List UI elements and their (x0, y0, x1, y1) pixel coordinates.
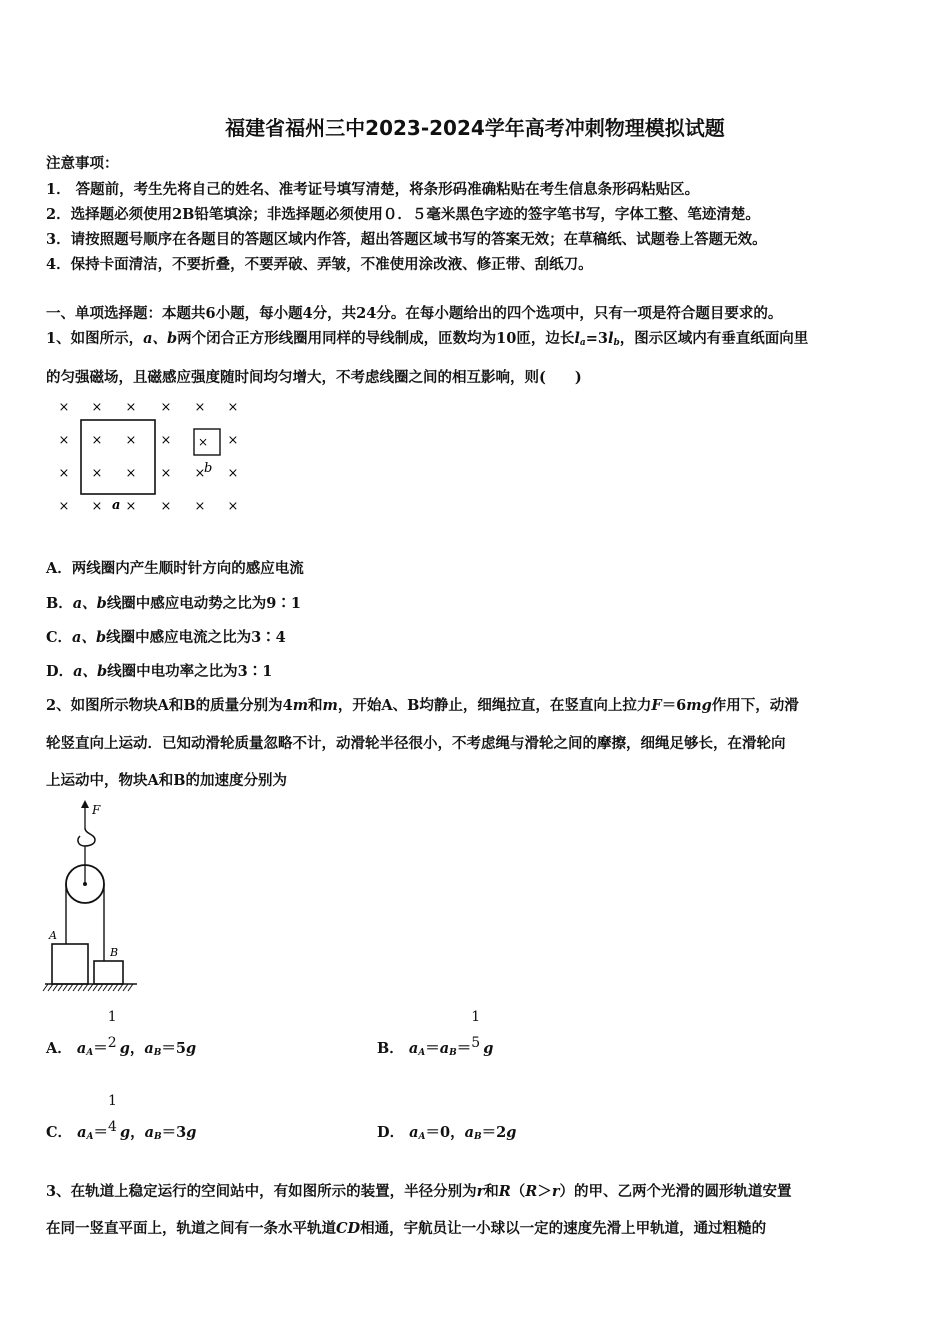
q1-text: 两个闭合正方形线圈用同样的导线制成，匝数均为10匝，边长 (177, 330, 575, 347)
q3-text: 和 (484, 1183, 499, 1200)
q3-text: 3、在轨道上稳定运行的空间站中，有如图所示的装置，半径分别为 (46, 1183, 477, 1200)
option-text: 线圈中感应电动势之比为9∶1 (106, 595, 301, 612)
field-cross: × (160, 466, 172, 481)
q2-m: m (292, 697, 309, 714)
sub-B: B (449, 1048, 457, 1058)
q3-text: 在同一竖直平面上，轨道之间有一条水平轨道 (46, 1220, 336, 1237)
q2-option-a[interactable] (46, 1009, 197, 1058)
q2-stem-line2: 轮竖直向上运动．已知动滑轮质量忽略不计，动滑轮半径很小，不考虑绳与滑轮之间的摩擦，细绳足够长，在滑轮向 (46, 735, 786, 752)
q1-ab: a、b (143, 330, 178, 347)
fraction (108, 1093, 120, 1137)
hatch-line (128, 984, 133, 991)
field-cross: × (91, 400, 103, 415)
section-heading: 一、单项选择题：本题共6小题，每小题4分，共24分。在每小题给出的四个选项中，只有一项是符合题目要求的。 (46, 305, 783, 322)
option-key: B． (377, 1040, 404, 1057)
note-item: 4．保持卡面清洁，不要折叠，不要弄破、弄皱，不准使用涂改液、修正带、刮纸刀。 (46, 256, 593, 273)
option-text: 线圈中电功率之比为3∶1 (107, 663, 273, 680)
block-a-label: A (49, 929, 57, 942)
var-CD: CD (336, 1220, 361, 1237)
q2-m: m (322, 697, 338, 714)
q3-text: ＞ (537, 1183, 552, 1200)
q1-option-c[interactable] (46, 626, 286, 647)
q3-text: ） (559, 1183, 574, 1200)
hatch-line (103, 984, 108, 991)
field-cross: × (58, 433, 70, 448)
comma: ， (129, 1040, 145, 1057)
fraction-denominator: 2 (107, 1035, 117, 1051)
var-R: R (498, 1183, 511, 1200)
hatch-line (78, 984, 83, 991)
block-b-label: B (110, 946, 119, 959)
field-cross: × (160, 400, 172, 415)
value: ＝5 (161, 1040, 186, 1057)
q1-option-b[interactable] (46, 592, 301, 613)
hatch-line (93, 984, 98, 991)
fraction-numerator: 1 (471, 1009, 481, 1025)
notes-heading: 注意事项： (46, 155, 119, 172)
field-cross: × (91, 433, 103, 448)
q1-lb-sub: b (613, 338, 620, 348)
option-ab: a、b (72, 595, 107, 612)
q1-la-sub: a (579, 338, 586, 348)
fraction (471, 1009, 483, 1053)
q3-text: （ (510, 1183, 526, 1200)
hatch-line (98, 984, 103, 991)
q1-figure (40, 392, 260, 522)
note-item: 2．选择题必须使用2B铅笔填涂；非选择题必须使用０．５毫米黑色字迹的签字笔书写，字体工整、笔迹清楚。 (46, 206, 760, 223)
var-a: a (409, 1124, 419, 1141)
q1-option-d[interactable] (46, 660, 272, 681)
hatch-line (43, 984, 48, 991)
field-cross: × (125, 400, 137, 415)
fraction-denominator: 5 (471, 1035, 481, 1051)
field-cross: × (227, 499, 239, 514)
note-item: 3．请按照题号顺序在各题目的答题区域内作答，超出答题区域书写的答案无效；在草稿纸、试题卷上答题无效。 (46, 231, 767, 248)
fraction-numerator: 1 (108, 1093, 117, 1109)
q2-eq: ＝6 (661, 697, 687, 714)
q1-text: 1、如图所示， (46, 330, 144, 347)
option-key: C． (46, 1124, 73, 1141)
hatch-line (118, 984, 123, 991)
sub-B: B (153, 1048, 162, 1058)
page-title: 福建省福州三中2023-2024学年高考冲刺物理模拟试题 (225, 116, 725, 140)
eq: ＝ (93, 1040, 108, 1057)
pulley-center (83, 882, 87, 886)
option-key: D． (377, 1124, 405, 1141)
block-b (94, 961, 123, 984)
note-item: 1． 答题前，考生先将自己的姓名、准考证号填写清楚，将条形码准确粘贴在考生信息条形码粘贴区。 (46, 181, 700, 198)
var-g: g (186, 1124, 197, 1141)
ground-hatch (43, 984, 133, 991)
q2-text: 作用下，动滑 (711, 697, 799, 714)
comma: ， (130, 1124, 145, 1141)
sub-A: A (418, 1048, 426, 1058)
sub-A: A (418, 1132, 426, 1142)
q2-figure (40, 798, 150, 998)
field-cross: × (91, 499, 103, 514)
q2-text: 和 (308, 697, 323, 714)
q2-option-d[interactable] (377, 1121, 516, 1142)
value: ＝0， (425, 1124, 465, 1141)
field-cross: × (125, 433, 137, 448)
value: ＝2 (481, 1124, 507, 1141)
q1-option-a[interactable] (46, 557, 304, 578)
field-cross: × (197, 435, 209, 449)
var-g: g (120, 1124, 131, 1141)
q3-stem-line2 (46, 1217, 766, 1238)
q1-lb: l (607, 330, 614, 347)
hatch-line (88, 984, 93, 991)
var-g: g (506, 1124, 517, 1141)
q2-stem-line1 (46, 694, 799, 715)
var-g: g (185, 1040, 197, 1057)
q3-stem-line1 (46, 1180, 792, 1201)
hatch-line (48, 984, 53, 991)
hatch-line (83, 984, 88, 991)
var-r: r (476, 1183, 485, 1200)
eq: ＝ (93, 1124, 108, 1141)
q2-stem-line3: 上运动中，物块A和B的加速度分别为 (46, 772, 288, 789)
block-a (52, 944, 88, 984)
var-g: g (119, 1040, 130, 1057)
sub-B: B (474, 1132, 482, 1142)
hatch-line (108, 984, 113, 991)
option-text: 两线圈内产生顺时针方向的感应电流 (71, 560, 304, 577)
q1-text: ，图示区域内有垂直纸面向里 (619, 330, 809, 347)
hatch-line (123, 984, 128, 991)
q3-text: 的甲、乙两个光滑的圆形轨道安置 (574, 1183, 792, 1200)
field-cross: × (194, 400, 206, 415)
var-a: a (408, 1040, 419, 1057)
field-cross: × (91, 466, 103, 481)
field-cross: × (194, 499, 206, 514)
field-cross: × (227, 400, 239, 415)
field-cross: × (125, 466, 137, 481)
q1-eq: =3 (585, 330, 608, 347)
q2-option-b[interactable] (377, 1009, 494, 1058)
q2-text: ，开始A、B均静止，细绳拉直，在竖直向上拉力 (337, 697, 652, 714)
fraction-numerator: 1 (107, 1009, 117, 1025)
eq: ＝ (456, 1040, 472, 1057)
hatch-line (68, 984, 73, 991)
var-a: a (76, 1040, 87, 1057)
var-a: a (144, 1040, 154, 1057)
var-a: a (464, 1124, 475, 1141)
field-cross: × (125, 499, 137, 514)
q2-text: 2、如图所示物块A和B的质量分别为4 (46, 697, 293, 714)
option-key: A． (46, 560, 72, 577)
var-g: g (483, 1040, 494, 1057)
force-label: F (92, 803, 101, 817)
field-cross: × (160, 499, 172, 514)
option-ab: a、b (73, 663, 108, 680)
option-key: B． (46, 595, 73, 612)
q1-stem-line1 (46, 327, 808, 348)
option-key: D． (46, 663, 74, 680)
eq: ＝ (425, 1040, 440, 1057)
hatch-line (63, 984, 68, 991)
field-cross: × (58, 499, 70, 514)
field-cross: × (58, 466, 70, 481)
force-arrow-head (81, 800, 89, 808)
q2-option-c[interactable] (46, 1093, 197, 1142)
hook (78, 828, 95, 846)
magnetic-field-crosses (59, 400, 239, 514)
var-a: a (144, 1124, 155, 1141)
hatch-line (113, 984, 118, 991)
var-R: R (525, 1183, 538, 1200)
coil-a-label: a (112, 498, 121, 513)
q1-la: l (574, 330, 580, 347)
sub-A: A (86, 1048, 94, 1058)
value: ＝3 (161, 1124, 187, 1141)
field-cross: × (160, 433, 172, 448)
option-text: 线圈中感应电流之比为3∶4 (106, 629, 286, 646)
q2-F: F (651, 697, 662, 714)
hatch-line (53, 984, 58, 991)
option-key: C． (46, 629, 73, 646)
hatch-line (58, 984, 63, 991)
var-a: a (439, 1040, 450, 1057)
fraction (107, 1009, 120, 1053)
coil-b-label: b (204, 461, 213, 476)
coil-a (81, 420, 155, 494)
field-cross: × (227, 433, 239, 448)
var-a: a (77, 1124, 87, 1141)
var-r: r (551, 1183, 560, 1200)
sub-B: B (154, 1132, 162, 1142)
field-cross: × (194, 466, 206, 481)
sub-A: A (86, 1132, 94, 1142)
q2-mg: mg (686, 697, 712, 714)
option-ab: a、b (72, 629, 107, 646)
hatch-line (73, 984, 78, 991)
field-cross: × (58, 400, 70, 415)
option-key: A． (46, 1040, 72, 1057)
q1-stem-line2: 的匀强磁场，且磁感应强度随时间均匀增大，不考虑线圈之间的相互影响，则( ) (46, 369, 582, 386)
field-cross: × (227, 466, 239, 481)
q3-text: 相通，宇航员让一小球以一定的速度先滑上甲轨道，通过粗糙的 (360, 1220, 767, 1237)
fraction-denominator: 4 (108, 1119, 117, 1135)
